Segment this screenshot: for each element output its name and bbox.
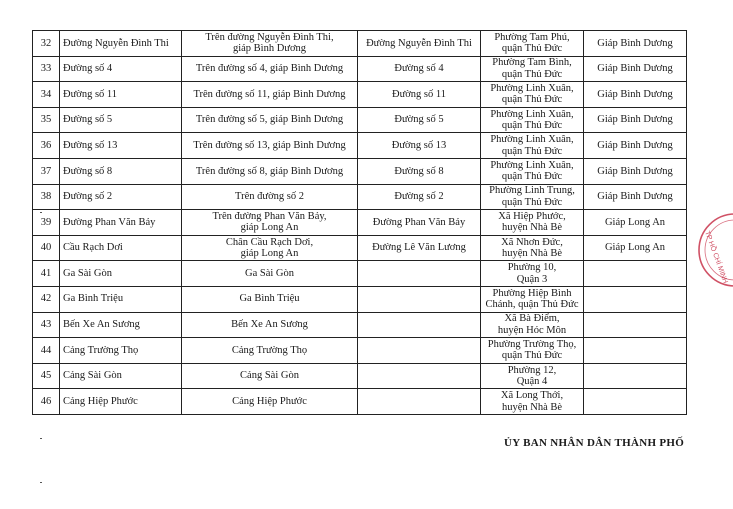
route-name: Đường số 4: [60, 56, 182, 82]
margin-mark: [40, 212, 42, 213]
route-from: Trên đường số 11, giáp Bình Dương: [182, 82, 358, 108]
route-from: Trên đường Nguyễn Đình Thi, giáp Bình Dương: [182, 31, 358, 57]
table-row: [33, 107, 687, 133]
route-from: Cảng Sài Gòn: [182, 363, 358, 389]
route-to: [358, 312, 481, 338]
route-location: Phường Linh Trung, quận Thủ Đức: [481, 184, 584, 210]
route-to: Đường số 13: [358, 133, 481, 159]
row-number: 32: [33, 31, 60, 57]
route-location: Xã Long Thới, huyện Nhà Bè: [481, 389, 584, 415]
row-number: 39: [33, 210, 60, 236]
route-boundary: Giáp Bình Dương: [584, 158, 687, 184]
route-to: Đường Lê Văn Lương: [358, 235, 481, 261]
route-name: Đường số 2: [60, 184, 182, 210]
route-boundary: [584, 363, 687, 389]
route-name: Ga Bình Triệu: [60, 286, 182, 312]
route-to: [358, 363, 481, 389]
row-number: 40: [33, 235, 60, 261]
table-row: [33, 210, 687, 236]
table-row: [33, 158, 687, 184]
row-number: 34: [33, 82, 60, 108]
route-location: Phường Linh Xuân, quận Thủ Đức: [481, 158, 584, 184]
route-boundary: Giáp Bình Dương: [584, 133, 687, 159]
route-location: Phường Tam Bình, quận Thủ Đức: [481, 56, 584, 82]
route-location: Phường 12, Quận 4: [481, 363, 584, 389]
table-row: [33, 31, 687, 57]
route-name: Đường Nguyễn Đình Thi: [60, 31, 182, 57]
route-boundary: [584, 286, 687, 312]
row-number: 33: [33, 56, 60, 82]
route-boundary: [584, 389, 687, 415]
route-boundary: [584, 338, 687, 364]
route-location: Phường Trường Thọ, quận Thủ Đức: [481, 338, 584, 364]
route-name: Bến Xe An Sương: [60, 312, 182, 338]
route-from: Trên đường số 2: [182, 184, 358, 210]
route-name: Cảng Trường Thọ: [60, 338, 182, 364]
route-to: [358, 261, 481, 287]
route-name: Đường số 11: [60, 82, 182, 108]
route-table: [32, 30, 687, 415]
route-to: Đường số 8: [358, 158, 481, 184]
row-number: 43: [33, 312, 60, 338]
route-boundary: Giáp Long An: [584, 210, 687, 236]
route-to: Đường số 4: [358, 56, 481, 82]
table-row: [33, 56, 687, 82]
margin-mark: [40, 482, 42, 483]
route-boundary: Giáp Bình Dương: [584, 56, 687, 82]
route-table-body: [33, 31, 687, 415]
route-to: Đường Nguyễn Đình Thi: [358, 31, 481, 57]
row-number: 46: [33, 389, 60, 415]
route-to: [358, 389, 481, 415]
route-name: Cảng Sài Gòn: [60, 363, 182, 389]
row-number: 35: [33, 107, 60, 133]
route-boundary: [584, 312, 687, 338]
route-location: Phường Hiệp Bình Chánh, quận Thủ Đức: [481, 286, 584, 312]
row-number: 45: [33, 363, 60, 389]
row-number: 41: [33, 261, 60, 287]
route-name: Đường số 8: [60, 158, 182, 184]
route-from: Trên đường số 5, giáp Bình Dương: [182, 107, 358, 133]
footer-organization: ỦY BAN NHÂN DÂN THÀNH PHỐ: [504, 437, 685, 449]
route-name: Đường Phan Văn Bảy: [60, 210, 182, 236]
row-number: 37: [33, 158, 60, 184]
route-name: Cầu Rạch Dơi: [60, 235, 182, 261]
table-row: [33, 363, 687, 389]
route-location: Phường Linh Xuân, quận Thủ Đức: [481, 107, 584, 133]
route-from: Trên đường Phan Văn Bảy, giáp Long An: [182, 210, 358, 236]
route-boundary: Giáp Bình Dương: [584, 82, 687, 108]
route-boundary: Giáp Long An: [584, 235, 687, 261]
route-location: Phường 10, Quận 3: [481, 261, 584, 287]
table-row: [33, 184, 687, 210]
row-number: 44: [33, 338, 60, 364]
route-boundary: Giáp Bình Dương: [584, 184, 687, 210]
route-location: Xã Hiệp Phước, huyện Nhà Bè: [481, 210, 584, 236]
route-location: Xã Bà Điểm, huyện Hóc Môn: [481, 312, 584, 338]
table-row: [33, 286, 687, 312]
table-row: [33, 338, 687, 364]
route-from: Ga Sài Gòn: [182, 261, 358, 287]
route-from: Chân Cầu Rạch Dơi, giáp Long An: [182, 235, 358, 261]
route-boundary: Giáp Bình Dương: [584, 31, 687, 57]
route-from: Cảng Trường Thọ: [182, 338, 358, 364]
red-stamp-seal: [693, 210, 733, 290]
route-to: [358, 338, 481, 364]
route-name: Đường số 5: [60, 107, 182, 133]
route-location: Phường Tam Phú, quận Thủ Đức: [481, 31, 584, 57]
route-to: Đường Phan Văn Bảy: [358, 210, 481, 236]
route-to: Đường số 11: [358, 82, 481, 108]
table-row: [33, 235, 687, 261]
route-from: Trên đường số 4, giáp Bình Dương: [182, 56, 358, 82]
table-row: [33, 133, 687, 159]
margin-mark: [40, 438, 42, 439]
route-from: Trên đường số 13, giáp Bình Dương: [182, 133, 358, 159]
table-row: [33, 261, 687, 287]
table-row: [33, 82, 687, 108]
route-name: Ga Sài Gòn: [60, 261, 182, 287]
row-number: 42: [33, 286, 60, 312]
table-row: [33, 389, 687, 415]
route-from: Cảng Hiệp Phước: [182, 389, 358, 415]
route-to: [358, 286, 481, 312]
route-boundary: [584, 261, 687, 287]
route-location: Phường Linh Xuân, quận Thủ Đức: [481, 82, 584, 108]
table-row: [33, 312, 687, 338]
row-number: 38: [33, 184, 60, 210]
route-name: Đường số 13: [60, 133, 182, 159]
route-boundary: Giáp Bình Dương: [584, 107, 687, 133]
route-to: Đường số 5: [358, 107, 481, 133]
row-number: 36: [33, 133, 60, 159]
route-from: Trên đường số 8, giáp Bình Dương: [182, 158, 358, 184]
route-from: Ga Bình Triệu: [182, 286, 358, 312]
route-from: Bến Xe An Sương: [182, 312, 358, 338]
route-location: Phường Linh Xuân, quận Thủ Đức: [481, 133, 584, 159]
route-to: Đường số 2: [358, 184, 481, 210]
route-location: Xã Nhơn Đức, huyện Nhà Bè: [481, 235, 584, 261]
svg-text:TP HỒ CHÍ MINH: TP HỒ CHÍ MINH: [703, 230, 729, 285]
route-name: Cảng Hiệp Phước: [60, 389, 182, 415]
